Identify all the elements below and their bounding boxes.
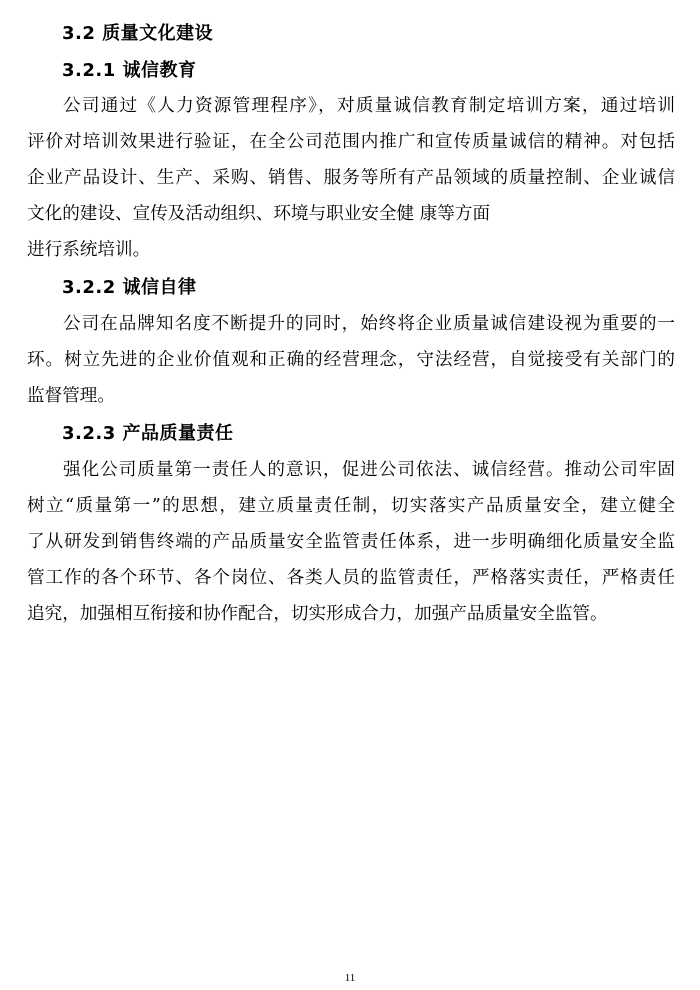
paragraph-line: 管工作的各个环节、各个岗位、各类人员的监管责任，严格落实责任，严格责任 (27, 568, 675, 588)
section-heading-3-2-1: 3.2.1 诚信教育 (62, 60, 197, 81)
paragraph-integrity-self-discipline (27, 306, 675, 414)
paragraph-product-quality-responsibility (27, 452, 675, 632)
paragraph-line: 了从研发到销售终端的产品质量安全监管责任体系，进一步明确细化质量安全监 (27, 532, 675, 552)
page-number: 11 (344, 972, 356, 984)
paragraph-line: 监督管理。 (27, 386, 115, 406)
paragraph-line: 树立“质量第一”的思想，建立质量责任制，切实落实产品质量安全，建立健全 (27, 496, 675, 516)
paragraph-line: 进行系统培训。 (27, 240, 151, 260)
paragraph-line: 追究，加强相互衔接和协作配合，切实形成合力，加强产品质量安全监管。 (27, 604, 608, 624)
paragraph-line: 公司在品牌知名度不断提升的同时，始终将企业质量诚信建设视为重要的一 (63, 314, 675, 334)
paragraph-line: 强化公司质量第一责任人的意识，促进公司依法、诚信经营。推动公司牢固 (63, 460, 675, 480)
paragraph-line: 环。树立先进的企业价值观和正确的经营理念，守法经营，自觉接受有关部门的 (27, 350, 675, 370)
section-heading-3-2-2: 3.2.2 诚信自律 (62, 277, 197, 298)
section-heading-3-2-3: 3.2.3 产品质量责任 (62, 423, 234, 444)
paragraph-line: 公司通过《人力资源管理程序》，对质量诚信教育制定培训方案，通过培训 (63, 96, 675, 116)
paragraph-line: 企业产品设计、生产、采购、销售、服务等所有产品领域的质量控制、企业诚信 (27, 168, 675, 188)
section-heading-3-2: 3.2 质量文化建设 (62, 23, 214, 44)
paragraph-integrity-education (27, 88, 675, 268)
paragraph-line: 评价对培训效果进行验证，在全公司范围内推广和宣传质量诚信的精神。对包括 (27, 132, 675, 152)
paragraph-line: 文化的建设、宣传及活动组织、环境与职业安全健 康等方面 (27, 204, 491, 224)
